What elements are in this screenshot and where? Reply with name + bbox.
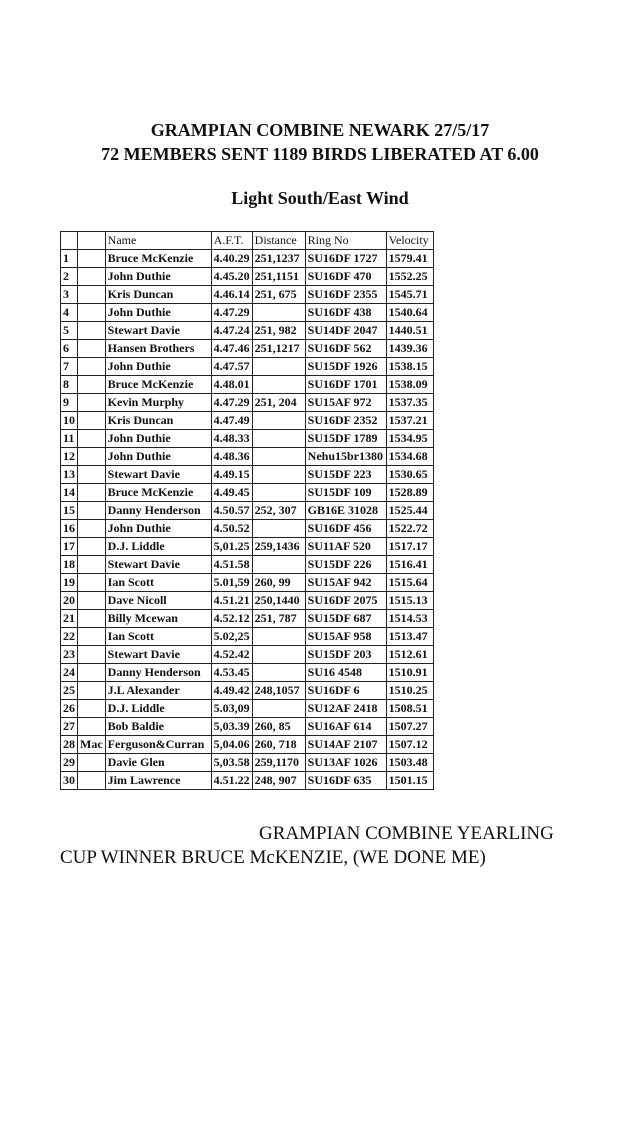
cell-ring-no: SU16DF 6 [305, 682, 386, 700]
cell-distance: 259,1436 [252, 538, 305, 556]
cell-aft: 4.51.22 [211, 772, 252, 790]
cell-club [78, 322, 106, 340]
cell-club: Mac [78, 736, 106, 754]
cell-distance [252, 700, 305, 718]
cell-position: 26 [61, 700, 78, 718]
cell-aft: 4.50.57 [211, 502, 252, 520]
cell-distance [252, 412, 305, 430]
cell-velocity: 1522.72 [386, 520, 433, 538]
cell-aft: 5,04.06 [211, 736, 252, 754]
column-header-distance: Distance [252, 232, 305, 250]
table-row [61, 286, 434, 304]
cell-club [78, 718, 106, 736]
table-row [61, 520, 434, 538]
cell-name: Danny Henderson [105, 664, 211, 682]
cell-aft: 4.46.14 [211, 286, 252, 304]
table-row [61, 376, 434, 394]
cell-velocity: 1440.51 [386, 322, 433, 340]
table-row [61, 538, 434, 556]
table-row [61, 592, 434, 610]
cell-position: 4 [61, 304, 78, 322]
cell-aft: 5.02,25 [211, 628, 252, 646]
cell-ring-no: SU13AF 1026 [305, 754, 386, 772]
race-summary: 72 MEMBERS SENT 1189 BIRDS LIBERATED AT 6.00 [101, 144, 539, 164]
footer-line-2: CUP WINNER BRUCE McKENZIE, (WE DONE ME) [60, 847, 486, 868]
cell-name: John Duthie [105, 520, 211, 538]
cell-velocity: 1537.35 [386, 394, 433, 412]
cell-name: Stewart Davie [105, 466, 211, 484]
cell-ring-no: SU11AF 520 [305, 538, 386, 556]
cell-distance: 251,1237 [252, 250, 305, 268]
cell-position: 28 [61, 736, 78, 754]
cell-club [78, 340, 106, 358]
table-row [61, 484, 434, 502]
cell-aft: 4.47.49 [211, 412, 252, 430]
table-row [61, 754, 434, 772]
cell-position: 22 [61, 628, 78, 646]
cell-name: Kevin Murphy [105, 394, 211, 412]
table-row [61, 556, 434, 574]
cell-velocity: 1525.44 [386, 502, 433, 520]
cell-aft: 4.53.45 [211, 664, 252, 682]
cell-aft: 4.47.29 [211, 304, 252, 322]
cell-club [78, 286, 106, 304]
cell-name: J.L Alexander [105, 682, 211, 700]
cell-position: 23 [61, 646, 78, 664]
cell-club [78, 610, 106, 628]
cell-distance: 250,1440 [252, 592, 305, 610]
cell-aft: 4.47.24 [211, 322, 252, 340]
table-row [61, 700, 434, 718]
cell-ring-no: SU16 4548 [305, 664, 386, 682]
cell-distance [252, 466, 305, 484]
cell-position: 5 [61, 322, 78, 340]
cell-distance [252, 448, 305, 466]
cell-position: 12 [61, 448, 78, 466]
table-row [61, 394, 434, 412]
cell-distance: 251, 204 [252, 394, 305, 412]
table-row [61, 772, 434, 790]
cell-club [78, 520, 106, 538]
cell-distance [252, 628, 305, 646]
cell-name: Ian Scott [105, 628, 211, 646]
cell-position: 21 [61, 610, 78, 628]
cell-name: D.J. Liddle [105, 700, 211, 718]
cell-position: 9 [61, 394, 78, 412]
cell-position: 16 [61, 520, 78, 538]
cell-velocity: 1514.53 [386, 610, 433, 628]
cell-ring-no: GB16E 31028 [305, 502, 386, 520]
cell-velocity: 1540.64 [386, 304, 433, 322]
cell-distance: 252, 307 [252, 502, 305, 520]
cell-distance [252, 358, 305, 376]
cell-name: Jim Lawrence [105, 772, 211, 790]
cell-club [78, 628, 106, 646]
cell-ring-no: SU16DF 2352 [305, 412, 386, 430]
cell-club [78, 700, 106, 718]
cell-name: Bruce McKenzie [105, 376, 211, 394]
cell-velocity: 1528.89 [386, 484, 433, 502]
cell-velocity: 1538.15 [386, 358, 433, 376]
table-row [61, 268, 434, 286]
cell-velocity: 1579.41 [386, 250, 433, 268]
cell-name: Davie Glen [105, 754, 211, 772]
cell-ring-no: SU14DF 2047 [305, 322, 386, 340]
table-row [61, 574, 434, 592]
cell-distance [252, 556, 305, 574]
cell-distance: 260, 99 [252, 574, 305, 592]
table-row [61, 502, 434, 520]
cell-aft: 5,03.58 [211, 754, 252, 772]
cell-position: 30 [61, 772, 78, 790]
cell-aft: 4.48.01 [211, 376, 252, 394]
cell-velocity: 1534.68 [386, 448, 433, 466]
cell-aft: 5.03,09 [211, 700, 252, 718]
cell-aft: 4.48.36 [211, 448, 252, 466]
cell-club [78, 484, 106, 502]
wind-conditions: Light South/East Wind [231, 188, 409, 208]
cell-name: Ian Scott [105, 574, 211, 592]
cell-name: Bob Baldie [105, 718, 211, 736]
cell-name: Kris Duncan [105, 412, 211, 430]
table-row [61, 466, 434, 484]
cell-velocity: 1545.71 [386, 286, 433, 304]
cell-name: Bruce McKenzie [105, 250, 211, 268]
cell-club [78, 448, 106, 466]
cell-velocity: 1538.09 [386, 376, 433, 394]
cell-velocity: 1507.27 [386, 718, 433, 736]
cell-aft: 4.51.58 [211, 556, 252, 574]
table-row [61, 448, 434, 466]
cell-position: 17 [61, 538, 78, 556]
cell-ring-no: SU14AF 2107 [305, 736, 386, 754]
cell-position: 29 [61, 754, 78, 772]
cell-position: 7 [61, 358, 78, 376]
cell-distance: 251, 982 [252, 322, 305, 340]
table-row [61, 736, 434, 754]
table-row [61, 412, 434, 430]
cell-velocity: 1530.65 [386, 466, 433, 484]
cell-club [78, 394, 106, 412]
cell-club [78, 502, 106, 520]
cell-position: 19 [61, 574, 78, 592]
cell-club [78, 646, 106, 664]
cell-name: D.J. Liddle [105, 538, 211, 556]
cell-ring-no: SU15AF 958 [305, 628, 386, 646]
cell-club [78, 556, 106, 574]
cell-position: 20 [61, 592, 78, 610]
cell-ring-no: SU16AF 614 [305, 718, 386, 736]
cell-club [78, 574, 106, 592]
cell-aft: 4.51.21 [211, 592, 252, 610]
cell-aft: 4.52.12 [211, 610, 252, 628]
cell-name: Dave Nicoll [105, 592, 211, 610]
cell-distance [252, 304, 305, 322]
cell-name: Bruce McKenzie [105, 484, 211, 502]
cell-distance: 251, 675 [252, 286, 305, 304]
cell-velocity: 1517.17 [386, 538, 433, 556]
cell-club [78, 592, 106, 610]
table-row [61, 646, 434, 664]
cell-name: John Duthie [105, 358, 211, 376]
cell-distance: 248, 907 [252, 772, 305, 790]
cell-ring-no: SU15DF 1926 [305, 358, 386, 376]
cell-distance [252, 646, 305, 664]
cell-aft: 4.40.29 [211, 250, 252, 268]
cell-aft: 4.47.29 [211, 394, 252, 412]
cell-distance [252, 664, 305, 682]
cell-position: 10 [61, 412, 78, 430]
table-row [61, 322, 434, 340]
cell-ring-no: SU16DF 1701 [305, 376, 386, 394]
cell-ring-no: SU16DF 635 [305, 772, 386, 790]
column-header-position [61, 232, 78, 250]
results-table [60, 231, 434, 790]
cell-ring-no: SU15AF 972 [305, 394, 386, 412]
footer-line-1: GRAMPIAN COMBINE YEARLING [259, 823, 554, 844]
cell-position: 15 [61, 502, 78, 520]
table-row [61, 340, 434, 358]
cell-aft: 4.50.52 [211, 520, 252, 538]
cell-aft: 4.47.46 [211, 340, 252, 358]
cell-ring-no: SU16DF 456 [305, 520, 386, 538]
table-row [61, 304, 434, 322]
cell-position: 11 [61, 430, 78, 448]
cell-ring-no: SU15DF 223 [305, 466, 386, 484]
cell-velocity: 1515.13 [386, 592, 433, 610]
cell-name: John Duthie [105, 430, 211, 448]
cell-velocity: 1510.91 [386, 664, 433, 682]
cell-club [78, 376, 106, 394]
cell-name: Billy Mcewan [105, 610, 211, 628]
table-row [61, 610, 434, 628]
cell-club [78, 538, 106, 556]
cell-velocity: 1510.25 [386, 682, 433, 700]
cell-position: 14 [61, 484, 78, 502]
results-body [61, 250, 434, 790]
cell-aft: 4.48.33 [211, 430, 252, 448]
column-header-aft: A.F.T. [211, 232, 252, 250]
cell-club [78, 412, 106, 430]
cell-aft: 4.49.15 [211, 466, 252, 484]
cell-aft: 4.47.57 [211, 358, 252, 376]
cell-position: 1 [61, 250, 78, 268]
cell-aft: 5.01,59 [211, 574, 252, 592]
cell-ring-no: SU15DF 226 [305, 556, 386, 574]
cell-aft: 4.52.42 [211, 646, 252, 664]
table-row [61, 358, 434, 376]
cell-name: Stewart Davie [105, 322, 211, 340]
cell-velocity: 1534.95 [386, 430, 433, 448]
cell-ring-no: SU16DF 438 [305, 304, 386, 322]
cell-velocity: 1537.21 [386, 412, 433, 430]
cell-velocity: 1516.41 [386, 556, 433, 574]
cell-ring-no: SU16DF 562 [305, 340, 386, 358]
cell-velocity: 1501.15 [386, 772, 433, 790]
race-title: GRAMPIAN COMBINE NEWARK 27/5/17 [150, 120, 490, 140]
cell-ring-no: SU15DF 1789 [305, 430, 386, 448]
cell-club [78, 754, 106, 772]
column-header-club [78, 232, 106, 250]
table-row [61, 250, 434, 268]
cell-name: Stewart Davie [105, 646, 211, 664]
cell-velocity: 1439.36 [386, 340, 433, 358]
cell-name: Kris Duncan [105, 286, 211, 304]
cell-velocity: 1513.47 [386, 628, 433, 646]
cell-club [78, 466, 106, 484]
cell-ring-no: SU12AF 2418 [305, 700, 386, 718]
cell-name: John Duthie [105, 268, 211, 286]
cell-position: 3 [61, 286, 78, 304]
cell-aft: 4.49.45 [211, 484, 252, 502]
cell-distance [252, 430, 305, 448]
table-row [61, 682, 434, 700]
cell-club [78, 358, 106, 376]
cell-velocity: 1552.25 [386, 268, 433, 286]
table-row [61, 430, 434, 448]
cell-distance [252, 376, 305, 394]
cell-name: Stewart Davie [105, 556, 211, 574]
cell-position: 18 [61, 556, 78, 574]
table-header-row [61, 232, 434, 250]
cell-aft: 5,01.25 [211, 538, 252, 556]
cell-velocity: 1515.64 [386, 574, 433, 592]
cell-distance: 251,1217 [252, 340, 305, 358]
table-row [61, 628, 434, 646]
cell-name: John Duthie [105, 304, 211, 322]
cell-distance: 259,1170 [252, 754, 305, 772]
cell-distance: 251,1151 [252, 268, 305, 286]
cell-aft: 4.49.42 [211, 682, 252, 700]
cell-name: John Duthie [105, 448, 211, 466]
cell-club [78, 250, 106, 268]
cell-name: Hansen Brothers [105, 340, 211, 358]
cell-position: 24 [61, 664, 78, 682]
cell-distance: 251, 787 [252, 610, 305, 628]
cell-position: 8 [61, 376, 78, 394]
cell-aft: 4.45.20 [211, 268, 252, 286]
cell-ring-no: SU16DF 2075 [305, 592, 386, 610]
column-header-velocity: Velocity [386, 232, 433, 250]
cell-position: 27 [61, 718, 78, 736]
cell-ring-no: SU15DF 203 [305, 646, 386, 664]
table-row [61, 718, 434, 736]
table-row [61, 664, 434, 682]
cell-name: Danny Henderson [105, 502, 211, 520]
cell-club [78, 304, 106, 322]
cell-aft: 5,03.39 [211, 718, 252, 736]
cell-ring-no: SU16DF 1727 [305, 250, 386, 268]
cell-velocity: 1503.48 [386, 754, 433, 772]
cell-velocity: 1512.61 [386, 646, 433, 664]
cell-position: 2 [61, 268, 78, 286]
cell-ring-no: SU15AF 942 [305, 574, 386, 592]
cell-name: Ferguson&Curran [105, 736, 211, 754]
column-header-ring-no: Ring No [305, 232, 386, 250]
cell-distance: 260, 85 [252, 718, 305, 736]
column-header-name: Name [105, 232, 211, 250]
cell-velocity: 1507.12 [386, 736, 433, 754]
cell-distance: 248,1057 [252, 682, 305, 700]
cell-distance [252, 484, 305, 502]
cell-ring-no: Nehu15br1380 [305, 448, 386, 466]
cell-ring-no: SU16DF 470 [305, 268, 386, 286]
cell-position: 13 [61, 466, 78, 484]
cell-club [78, 664, 106, 682]
cell-club [78, 772, 106, 790]
cell-ring-no: SU15DF 687 [305, 610, 386, 628]
cell-distance [252, 520, 305, 538]
cell-club [78, 430, 106, 448]
cell-position: 6 [61, 340, 78, 358]
cell-position: 25 [61, 682, 78, 700]
cell-club [78, 682, 106, 700]
cell-club [78, 268, 106, 286]
cell-velocity: 1508.51 [386, 700, 433, 718]
cell-ring-no: SU15DF 109 [305, 484, 386, 502]
cell-distance: 260, 718 [252, 736, 305, 754]
cell-ring-no: SU16DF 2355 [305, 286, 386, 304]
